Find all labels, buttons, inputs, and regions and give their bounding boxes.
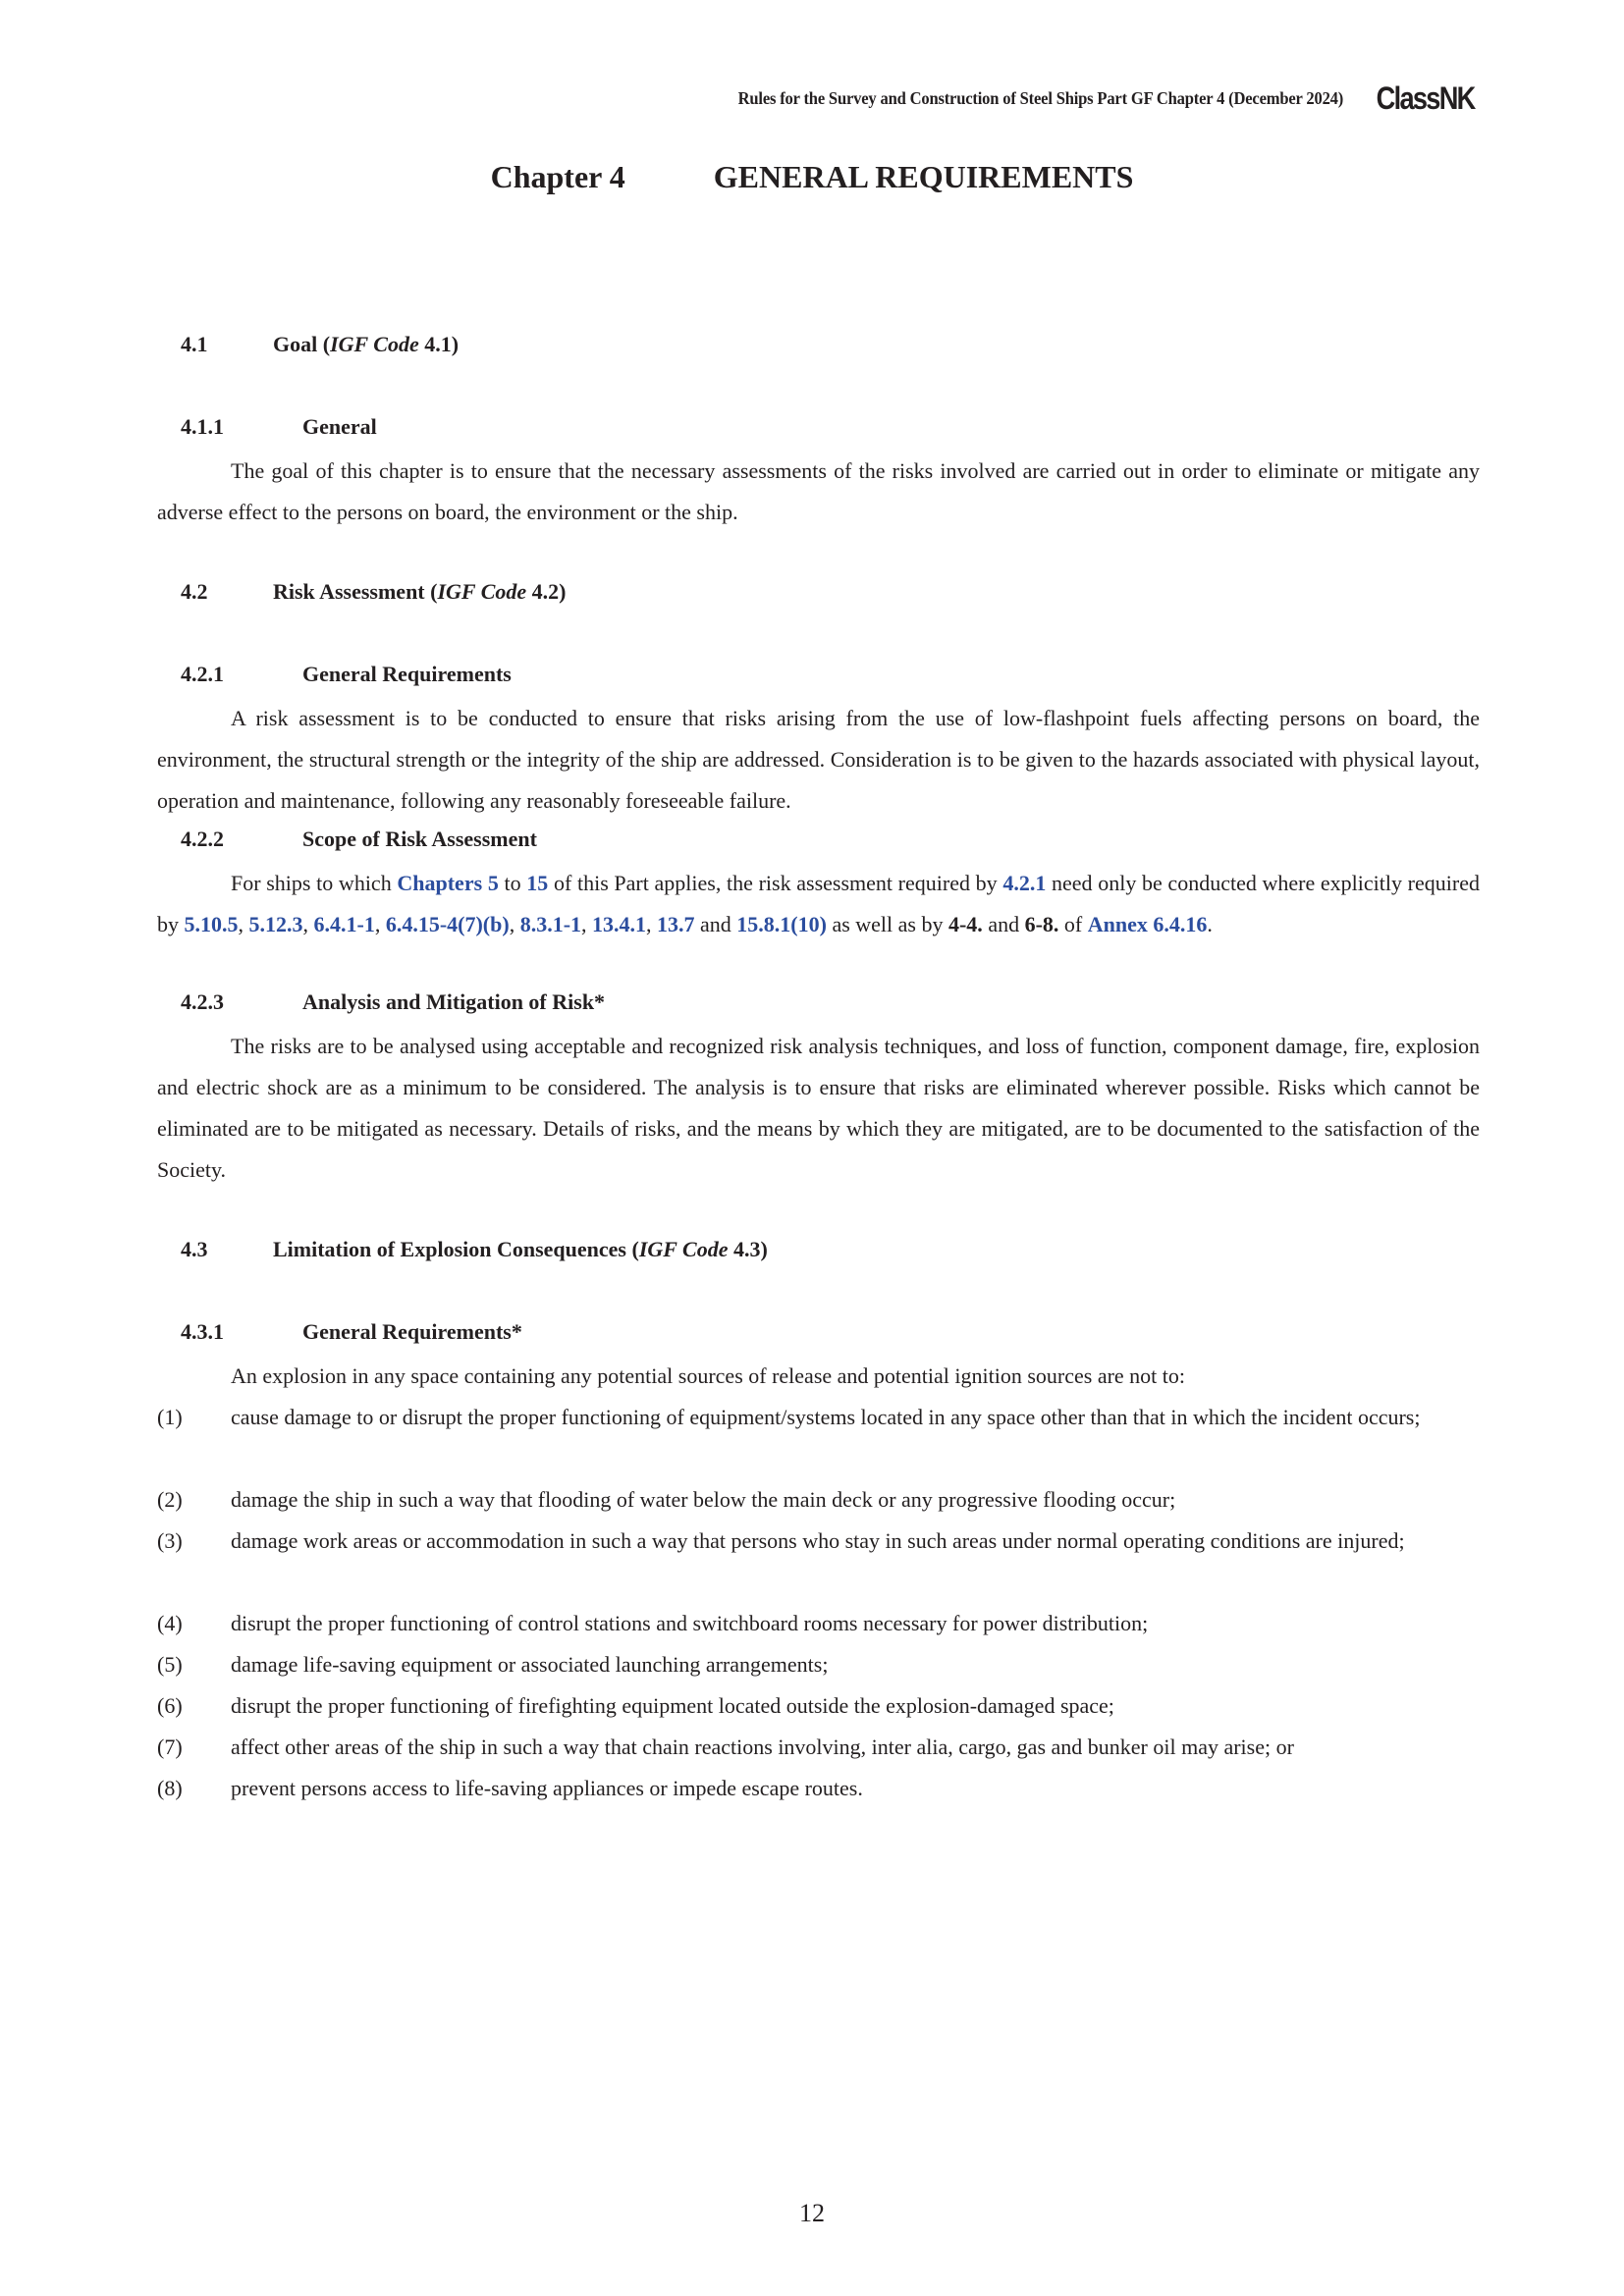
bold-ref: 4-4.	[947, 912, 983, 936]
section-4-2-heading	[181, 579, 566, 605]
list-item	[157, 1727, 1480, 1768]
link-6-4-15-4-7-b[interactable]: 6.4.15-4(7)(b)	[385, 912, 510, 936]
section-4-2-2-body	[157, 863, 1480, 945]
text: and	[694, 912, 737, 936]
section-4-2-3-heading	[181, 989, 605, 1015]
section-4-2-2-heading	[181, 827, 537, 852]
code-ref: IGF Code	[638, 1237, 729, 1261]
list-item	[157, 1397, 1480, 1438]
text: ,	[581, 912, 593, 936]
chapter-name: GENERAL REQUIREMENTS	[713, 159, 1134, 194]
text: ,	[646, 912, 658, 936]
list-item	[157, 1768, 1480, 1809]
section-title: Risk Assessment (	[273, 579, 438, 604]
list-item-text: damage life-saving equipment or associated launching arrangements;	[231, 1652, 829, 1677]
chapter-number: Chapter 4	[490, 159, 625, 194]
section-number: 4.2	[181, 579, 208, 604]
subsection-title: Scope of Risk Assessment	[302, 827, 537, 851]
link-5-12-3[interactable]: 5.12.3	[248, 912, 303, 936]
code-ref: IGF Code	[330, 332, 419, 356]
text: ,	[238, 912, 249, 936]
link-13-7[interactable]: 13.7	[657, 912, 695, 936]
list-item-text: prevent persons access to life-saving appliances or impede escape routes.	[231, 1776, 863, 1800]
list-item-text: damage work areas or accommodation in such a way that persons who stay in such areas under normal operating conditions are injured;	[231, 1528, 1405, 1553]
section-4-3-1-heading	[181, 1319, 522, 1345]
list-item	[157, 1479, 1480, 1521]
list-item-text: disrupt the proper functioning of control stations and switchboard rooms necessary for power distribution;	[231, 1611, 1149, 1635]
chapter-title	[0, 159, 1624, 195]
link-chapters-5[interactable]: Chapters 5	[397, 871, 499, 895]
list-item-text: disrupt the proper functioning of firefighting equipment located outside the explosion-damaged space;	[231, 1693, 1114, 1718]
text: and	[982, 912, 1025, 936]
text: .	[1207, 912, 1213, 936]
list-item-label: (6)	[157, 1693, 183, 1718]
subsection-title: General Requirements	[302, 662, 512, 686]
classnk-logo: ClassNK	[1377, 80, 1475, 116]
subsection-number: 4.1.1	[181, 414, 224, 439]
bold-ref: 6-8.	[1024, 912, 1059, 936]
list-item-label: (2)	[157, 1487, 183, 1512]
section-4-2-1-body: A risk assessment is to be conducted to ensure that risks arising from the use of low-flashpoint fuels affecting persons on board, the environment, the structural strength or the integrity of the ship are addressed. Consideration is to be given to the hazards associated with physical layout, operation and maintenance, following any reasonably foreseeable failure.	[157, 706, 1480, 813]
list-item-label: (5)	[157, 1652, 183, 1677]
section-4-3-heading	[181, 1237, 768, 1262]
link-13-4-1[interactable]: 13.4.1	[592, 912, 647, 936]
running-title: Rules for the Survey and Construction of Steel Ships Part GF Chapter 4 (December 2024)	[737, 88, 1344, 108]
list-item	[157, 1603, 1480, 1644]
section-4-1-heading	[181, 332, 459, 357]
list-item-text: damage the ship in such a way that flooding of water below the main deck or any progressive flooding occur;	[231, 1487, 1176, 1512]
section-number: 4.1	[181, 332, 208, 356]
link-15-8-1-10[interactable]: 15.8.1(10)	[736, 912, 827, 936]
code-ref-number: 4.2)	[526, 579, 567, 604]
code-ref: IGF Code	[437, 579, 527, 604]
text: of	[1058, 912, 1088, 936]
text: For ships to which	[231, 871, 398, 895]
text: ,	[302, 912, 314, 936]
list-item	[157, 1521, 1480, 1562]
link-8-3-1-1[interactable]: 8.3.1-1	[519, 912, 582, 936]
running-header	[685, 80, 1475, 117]
link-15[interactable]: 15	[526, 871, 549, 895]
code-ref-number: 4.1)	[418, 332, 460, 356]
link-4-2-1[interactable]: 4.2.1	[1002, 871, 1047, 895]
list-item-label: (8)	[157, 1776, 183, 1800]
section-4-2-1-heading	[181, 662, 512, 687]
subsection-number: 4.2.3	[181, 989, 224, 1014]
section-title: Goal (	[273, 332, 331, 356]
section-title: Limitation of Explosion Consequences (	[273, 1237, 639, 1261]
list-item-label: (1)	[157, 1405, 183, 1429]
subsection-title: General Requirements*	[302, 1319, 522, 1344]
list-item	[157, 1644, 1480, 1685]
page-number: 12	[799, 2199, 825, 2227]
list-item-text: cause damage to or disrupt the proper functioning of equipment/systems located in any space other than that in which the incident occurs;	[231, 1405, 1421, 1429]
link-6-4-1-1[interactable]: 6.4.1-1	[313, 912, 375, 936]
code-ref-number: 4.3)	[728, 1237, 768, 1261]
link-5-10-5[interactable]: 5.10.5	[184, 912, 239, 936]
list-item-label: (4)	[157, 1611, 183, 1635]
section-4-2-3-body: The risks are to be analysed using acceptable and recognized risk analysis techniques, and loss of function, component damage, fire, explosion and electric shock are as a minimum to be considered. The analysis is to ensure that risks are eliminated wherever possible. Risks which cannot be eliminated are to be mitigated as necessary. Details of risks, and the means by which they are mitigated, are to be documented to the satisfaction of the Society.	[157, 1034, 1480, 1182]
list-item	[157, 1685, 1480, 1727]
text: ,	[509, 912, 520, 936]
link-annex-6-4-16[interactable]: Annex 6.4.16	[1087, 912, 1208, 936]
text: as well as by	[826, 912, 948, 936]
subsection-title: General	[302, 414, 377, 439]
subsection-title: Analysis and Mitigation of Risk*	[302, 989, 606, 1014]
subsection-number: 4.3.1	[181, 1319, 224, 1344]
section-4-1-1-heading	[181, 414, 377, 440]
subsection-number: 4.2.1	[181, 662, 224, 686]
text: to	[498, 871, 527, 895]
section-4-1-1-body: The goal of this chapter is to ensure that the necessary assessments of the risks involved are carried out in order to eliminate or mitigate any adverse effect to the persons on board, the environment or the ship.	[157, 458, 1480, 524]
text: of this Part applies, the risk assessment required by	[548, 871, 1003, 895]
text: need only be conducted where explicitly required by	[157, 871, 1480, 936]
list-item-label: (3)	[157, 1528, 183, 1553]
list-item-text: affect other areas of the ship in such a way that chain reactions involving, inter alia, cargo, gas and bunker oil may arise; or	[231, 1735, 1294, 1759]
section-number: 4.3	[181, 1237, 208, 1261]
section-4-3-1-intro: An explosion in any space containing any potential sources of release and potential ignition sources are not to:	[231, 1363, 1186, 1388]
list-item-label: (7)	[157, 1735, 183, 1759]
text: ,	[374, 912, 386, 936]
subsection-number: 4.2.2	[181, 827, 224, 851]
